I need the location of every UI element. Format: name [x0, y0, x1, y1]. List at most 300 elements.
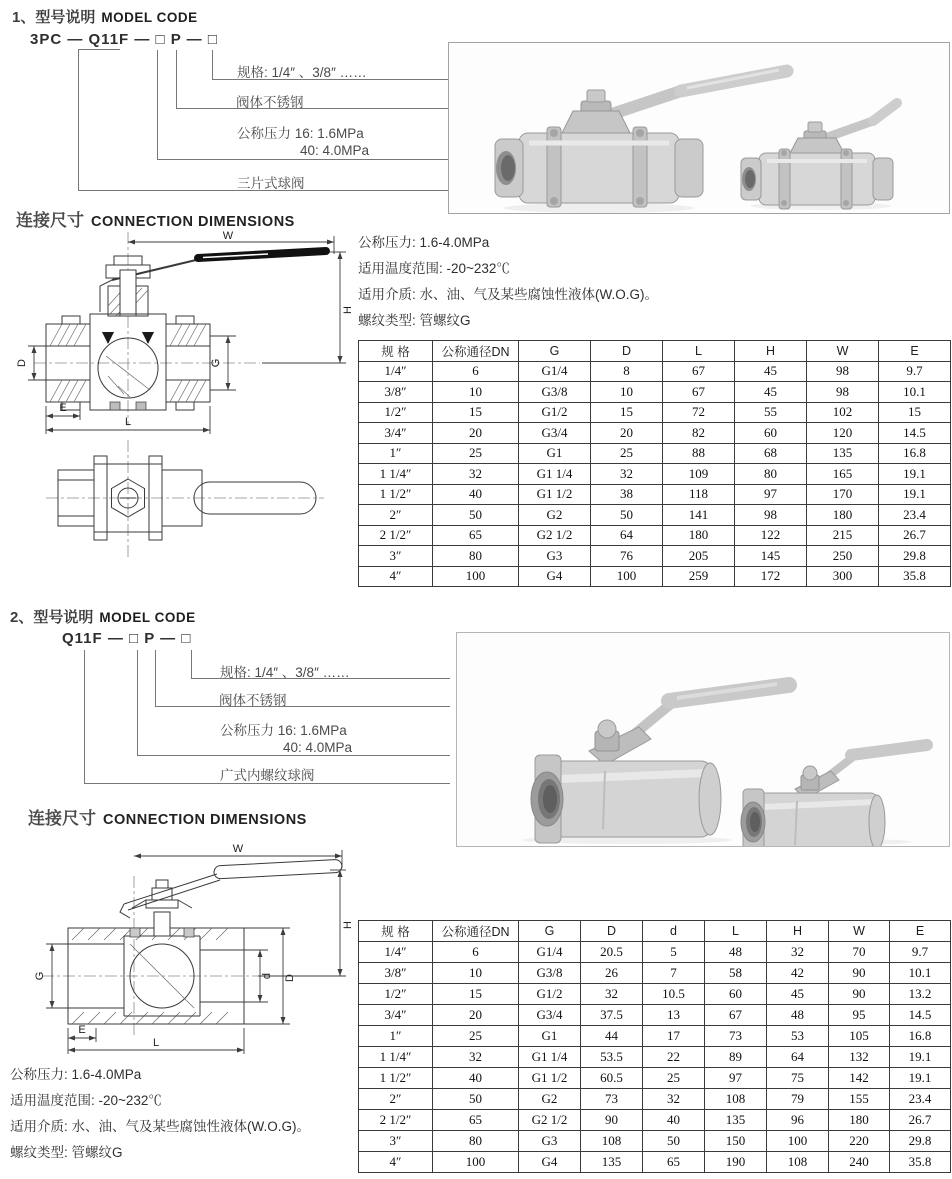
table-cell: 98 [807, 361, 879, 382]
table-cell: 98 [807, 382, 879, 403]
top-view [46, 440, 324, 558]
table-cell: 180 [829, 1110, 890, 1131]
section1-heading [12, 6, 198, 27]
table-row [359, 464, 951, 485]
table-cell: 50 [433, 1089, 519, 1110]
table-cell: 220 [829, 1131, 890, 1152]
table-cell: 132 [829, 1047, 890, 1068]
table-row [359, 942, 951, 963]
table-cell: 25 [433, 443, 519, 464]
spec-thread: 螺纹类型: 管螺纹G [358, 313, 471, 328]
column-header: W [807, 341, 879, 362]
table-cell: 73 [705, 1026, 767, 1047]
table-cell: G3/8 [519, 963, 581, 984]
table-cell: 190 [705, 1152, 767, 1173]
table-cell: 3/8″ [359, 963, 433, 984]
table-cell: 40 [433, 1068, 519, 1089]
spec-thread: 螺纹类型: 管螺纹G [10, 1145, 123, 1160]
table-cell: 3/8″ [359, 382, 433, 403]
table-cell: 1 1/4″ [359, 1047, 433, 1068]
column-header: D [581, 921, 643, 942]
product-photo-1pc [456, 632, 950, 847]
table-cell: 37.5 [581, 1005, 643, 1026]
table-cell: 165 [807, 464, 879, 485]
table-cell: 45 [735, 382, 807, 403]
technical-drawing-3pc [10, 228, 355, 563]
table-cell: G1/2 [519, 402, 591, 423]
spec-pressure: 公称压力: 1.6-4.0MPa [10, 1067, 142, 1082]
table-row [359, 402, 951, 423]
valve-small [741, 103, 897, 209]
section2-title-zh: 型号说明 [33, 609, 94, 626]
table-cell: 6 [433, 942, 519, 963]
table-row [359, 484, 951, 505]
table-cell: G1 [519, 443, 591, 464]
dim-e [68, 1024, 96, 1042]
table-cell: 88 [663, 443, 735, 464]
table-row [359, 382, 951, 403]
table-cell: 14.5 [879, 423, 951, 444]
table-cell: 32 [591, 464, 663, 485]
table-cell: G3/4 [519, 423, 591, 444]
table-cell: 16.8 [879, 443, 951, 464]
decode-pressure16-label: 公称压力 16: 1.6MPa [220, 723, 347, 738]
table-cell: 3″ [359, 1131, 433, 1152]
table-cell: G2 1/2 [519, 525, 591, 546]
table-cell: 70 [829, 942, 890, 963]
table-cell: 15 [433, 402, 519, 423]
table-cell: 1/4″ [359, 942, 433, 963]
decode-valvetype-label: 广式内螺纹球阀 [220, 768, 315, 783]
section2-index: 2、 [10, 609, 34, 626]
connection-heading-2 [28, 804, 307, 829]
table-cell: 10 [433, 963, 519, 984]
table-cell: 40 [643, 1110, 705, 1131]
shadow [504, 203, 694, 213]
table-row [359, 525, 951, 546]
dim-h [262, 252, 354, 363]
table-cell: 3/4″ [359, 423, 433, 444]
table-cell: 68 [735, 443, 807, 464]
table-cell: 108 [705, 1089, 767, 1110]
spec-block-2 [10, 1062, 310, 1166]
table-cell: 80 [433, 546, 519, 567]
table-cell: 10.5 [643, 984, 705, 1005]
table-cell: 65 [433, 1110, 519, 1131]
3pc-valve-illustration [449, 43, 949, 213]
table-cell: 20 [433, 423, 519, 444]
table-cell: 76 [591, 546, 663, 567]
table-cell: 122 [735, 525, 807, 546]
table-cell: 97 [705, 1068, 767, 1089]
table-cell: 73 [581, 1089, 643, 1110]
table-cell: 4″ [359, 566, 433, 587]
column-header: 公称通径DN [433, 341, 519, 362]
column-header: L [705, 921, 767, 942]
table-cell: 20.5 [581, 942, 643, 963]
table-row [359, 423, 951, 444]
1pc-valve-illustration [457, 633, 949, 846]
table-cell: 100 [433, 1152, 519, 1173]
table-cell: 10 [591, 382, 663, 403]
table-cell: 2″ [359, 505, 433, 526]
table-cell: 135 [581, 1152, 643, 1173]
table-cell: 67 [663, 361, 735, 382]
table-cell: 135 [705, 1110, 767, 1131]
table-row [359, 361, 951, 382]
table-cell: 32 [767, 942, 829, 963]
table-cell: 53.5 [581, 1047, 643, 1068]
table-cell: 17 [643, 1026, 705, 1047]
table-cell: G3/4 [519, 1005, 581, 1026]
table-cell: 100 [433, 566, 519, 587]
leader-line [78, 49, 79, 190]
column-header: 规 格 [359, 921, 433, 942]
table-cell: 25 [433, 1026, 519, 1047]
table-cell: 1 1/2″ [359, 484, 433, 505]
dim-label-h: H [342, 306, 354, 314]
table-cell: 32 [643, 1089, 705, 1110]
table-cell: 22 [643, 1047, 705, 1068]
table-cell: 172 [735, 566, 807, 587]
leader-line [212, 50, 213, 79]
table-cell: G3 [519, 546, 591, 567]
table-cell: 142 [829, 1068, 890, 1089]
table-cell: 1/2″ [359, 984, 433, 1005]
table-cell: 72 [663, 402, 735, 423]
table-cell: 13.2 [890, 984, 951, 1005]
dim-label-l: L [124, 416, 132, 428]
table-cell: 38 [591, 484, 663, 505]
table-cell: 23.4 [890, 1089, 951, 1110]
table-cell: 58 [705, 963, 767, 984]
table-row [359, 1047, 951, 1068]
table-cell: 141 [663, 505, 735, 526]
table-cell: 2 1/2″ [359, 1110, 433, 1131]
model-code-3pc: 3PC — Q11F — □ P — □ [30, 31, 218, 48]
table-cell: 55 [735, 402, 807, 423]
table-cell: 60.5 [581, 1068, 643, 1089]
table-cell: 35.8 [890, 1152, 951, 1173]
dimension-table-3pc [358, 340, 951, 587]
leader-line [78, 49, 120, 50]
table-cell: 1″ [359, 443, 433, 464]
table-cell: 118 [663, 484, 735, 505]
table-cell: G2 1/2 [519, 1110, 581, 1131]
table-cell: 150 [705, 1131, 767, 1152]
table-cell: 20 [591, 423, 663, 444]
table-cell: 79 [767, 1089, 829, 1110]
section2-title-en: MODEL CODE [99, 610, 196, 625]
table-header-row [359, 341, 951, 362]
table-cell: 14.5 [890, 1005, 951, 1026]
dim-label-e: E [59, 402, 67, 414]
table-cell: 20 [433, 1005, 519, 1026]
dim-label-g: G [210, 358, 222, 368]
dim-label-e: E [78, 1024, 86, 1036]
table-cell: 170 [807, 484, 879, 505]
column-header: G [519, 921, 581, 942]
leader-line [137, 650, 138, 755]
decode-valvetype-label: 三片式球阀 [237, 176, 305, 191]
column-header: L [663, 341, 735, 362]
decode-pressure16-label: 公称压力 16: 1.6MPa [237, 126, 364, 141]
table-cell: G1 [519, 1026, 581, 1047]
table-cell: 29.8 [890, 1131, 951, 1152]
table-cell: 4″ [359, 1152, 433, 1173]
leader-line [84, 650, 85, 783]
table-cell: 105 [829, 1026, 890, 1047]
table-cell: 19.1 [879, 484, 951, 505]
spec-temperature: 适用温度范围: -20~232℃ [358, 261, 510, 276]
table-cell: G4 [519, 1152, 581, 1173]
table-cell: 67 [705, 1005, 767, 1026]
connection-en: CONNECTION DIMENSIONS [91, 214, 295, 230]
table-row [359, 1026, 951, 1047]
dim-e [46, 402, 80, 420]
table-cell: G3 [519, 1131, 581, 1152]
table-row [359, 963, 951, 984]
table-cell: 80 [433, 1131, 519, 1152]
table-cell: 89 [705, 1047, 767, 1068]
dim-label-w: W [222, 230, 234, 242]
table-cell: 96 [767, 1110, 829, 1131]
decode-body-label: 阀体不锈钢 [236, 95, 304, 110]
table-cell: 180 [807, 505, 879, 526]
dimension-table-1pc [358, 920, 951, 1173]
table-cell: 82 [663, 423, 735, 444]
table-header-row [359, 921, 951, 942]
table-cell: 32 [581, 984, 643, 1005]
table-cell: 108 [581, 1131, 643, 1152]
table-cell: 5 [643, 942, 705, 963]
table-cell: 26 [581, 963, 643, 984]
table-cell: 215 [807, 525, 879, 546]
table-cell: 259 [663, 566, 735, 587]
table-cell: 64 [591, 525, 663, 546]
valve-body-section [68, 880, 244, 1024]
table-cell: 240 [829, 1152, 890, 1173]
table-cell: 2″ [359, 1089, 433, 1110]
table-cell: 90 [829, 963, 890, 984]
table-cell: 1 1/2″ [359, 1068, 433, 1089]
table-cell: 95 [829, 1005, 890, 1026]
table-cell: 60 [705, 984, 767, 1005]
leader-line [155, 650, 156, 706]
table-cell: G1 1/4 [519, 1047, 581, 1068]
table-cell: 109 [663, 464, 735, 485]
table-row [359, 1089, 951, 1110]
decode-body-label: 阀体不锈钢 [219, 693, 287, 708]
table-cell: 19.1 [879, 464, 951, 485]
table-cell: 8 [591, 361, 663, 382]
table-cell: 250 [807, 546, 879, 567]
column-header: H [767, 921, 829, 942]
table-row [359, 1005, 951, 1026]
column-header: D [591, 341, 663, 362]
dim-label-d-small: d [261, 972, 273, 980]
leader-line [191, 650, 192, 678]
section2-heading [10, 606, 196, 627]
table-cell: 180 [663, 525, 735, 546]
table-row [359, 566, 951, 587]
table-cell: 1″ [359, 1026, 433, 1047]
column-header: W [829, 921, 890, 942]
table-cell: 75 [767, 1068, 829, 1089]
table-row [359, 1152, 951, 1173]
table-cell: 42 [767, 963, 829, 984]
table-cell: 120 [807, 423, 879, 444]
table-cell: 25 [591, 443, 663, 464]
decode-pressure40-label: 40: 4.0MPa [300, 143, 370, 158]
table-cell: 50 [643, 1131, 705, 1152]
table-cell: 3″ [359, 546, 433, 567]
table-cell: 6 [433, 361, 519, 382]
decode-spec-label: 规格: 1/4″ 、3/8″ …… [237, 65, 367, 80]
table-cell: G1/2 [519, 984, 581, 1005]
table-cell: 40 [433, 484, 519, 505]
column-header: E [879, 341, 951, 362]
dim-h [258, 870, 354, 976]
model-code-1pc: Q11F — □ P — □ [62, 630, 192, 647]
table-cell: 80 [735, 464, 807, 485]
spec-block-1 [358, 230, 658, 334]
table-row [359, 443, 951, 464]
table-cell: 1/2″ [359, 402, 433, 423]
spec-pressure: 公称压力: 1.6-4.0MPa [358, 235, 490, 250]
table-row [359, 546, 951, 567]
table-row [359, 1131, 951, 1152]
table-cell: 45 [735, 361, 807, 382]
column-header: 公称通径DN [433, 921, 519, 942]
table-cell: 19.1 [890, 1068, 951, 1089]
table-cell: G4 [519, 566, 591, 587]
table-cell: 102 [807, 402, 879, 423]
leader-line [155, 706, 450, 707]
table-cell: 45 [767, 984, 829, 1005]
section1-index: 1、 [12, 9, 36, 26]
table-cell: 15 [433, 984, 519, 1005]
table-cell: 1/4″ [359, 361, 433, 382]
table-cell: 90 [829, 984, 890, 1005]
table-cell: G2 [519, 1089, 581, 1110]
table-cell: 26.7 [890, 1110, 951, 1131]
table-cell: 48 [705, 942, 767, 963]
table-row [359, 505, 951, 526]
table-row [359, 1068, 951, 1089]
table-cell: G1 1/2 [519, 1068, 581, 1089]
table-cell: G1 1/2 [519, 484, 591, 505]
table-cell: 26.7 [879, 525, 951, 546]
leader-line [157, 159, 450, 160]
leader-line [157, 50, 158, 159]
valve-small [741, 745, 927, 846]
leader-line [176, 108, 450, 109]
dim-label-d-big: D [284, 974, 296, 982]
table-cell: 135 [807, 443, 879, 464]
table-cell: G1 1/4 [519, 464, 591, 485]
table-cell: 44 [581, 1026, 643, 1047]
table-row [359, 1110, 951, 1131]
centerlines [42, 876, 322, 1038]
column-header: H [735, 341, 807, 362]
table-cell: 67 [663, 382, 735, 403]
dim-label-h: H [342, 921, 354, 929]
connection-en: CONNECTION DIMENSIONS [103, 812, 307, 828]
table-cell: 15 [591, 402, 663, 423]
dim-label-w: W [232, 843, 244, 855]
table-cell: 300 [807, 566, 879, 587]
table-cell: 145 [735, 546, 807, 567]
table-cell: 100 [767, 1131, 829, 1152]
leader-line [137, 755, 450, 756]
connection-zh: 连接尺寸 [28, 809, 96, 828]
table-cell: 16.8 [890, 1026, 951, 1047]
table-cell: 64 [767, 1047, 829, 1068]
table-cell: 50 [433, 505, 519, 526]
table-cell: 53 [767, 1026, 829, 1047]
table-cell: 100 [591, 566, 663, 587]
table-cell: 65 [433, 525, 519, 546]
table-cell: 108 [767, 1152, 829, 1173]
table-row [359, 984, 951, 1005]
table-cell: 205 [663, 546, 735, 567]
spec-media: 适用介质: 水、油、气及某些腐蚀性液体(W.O.G)。 [10, 1119, 310, 1134]
table-cell: 9.7 [890, 942, 951, 963]
decode-pressure40-label: 40: 4.0MPa [283, 740, 353, 755]
decode-spec-label: 规格: 1/4″ 、3/8″ …… [220, 665, 350, 680]
table-cell: 60 [735, 423, 807, 444]
table-cell: 19.1 [890, 1047, 951, 1068]
table-cell: 29.8 [879, 546, 951, 567]
table-cell: 98 [735, 505, 807, 526]
dim-l [68, 1028, 244, 1054]
column-header: E [890, 921, 951, 942]
table-cell: 10.1 [890, 963, 951, 984]
column-header: G [519, 341, 591, 362]
table-cell: 10.1 [879, 382, 951, 403]
column-header: d [643, 921, 705, 942]
table-cell: 48 [767, 1005, 829, 1026]
table-cell: 97 [735, 484, 807, 505]
table-cell: 9.7 [879, 361, 951, 382]
table-cell: 25 [643, 1068, 705, 1089]
table-cell: 50 [591, 505, 663, 526]
product-photo-3pc [448, 42, 950, 214]
table-cell: 7 [643, 963, 705, 984]
table-cell: 32 [433, 1047, 519, 1068]
table-cell: G1/4 [519, 942, 581, 963]
table-cell: 13 [643, 1005, 705, 1026]
table-cell: G2 [519, 505, 591, 526]
table-cell: 23.4 [879, 505, 951, 526]
table-cell: 155 [829, 1089, 890, 1110]
table-cell: 35.8 [879, 566, 951, 587]
table-cell: G3/8 [519, 382, 591, 403]
dim-label-l: L [152, 1037, 160, 1049]
table-cell: 90 [581, 1110, 643, 1131]
table-cell: 32 [433, 464, 519, 485]
spec-media: 适用介质: 水、油、气及某些腐蚀性液体(W.O.G)。 [358, 287, 658, 302]
centerlines [34, 232, 260, 426]
table-cell: G1/4 [519, 361, 591, 382]
dim-label-d: D [16, 359, 28, 367]
technical-drawing-1pc [12, 840, 357, 1058]
spec-temperature: 适用温度范围: -20~232℃ [10, 1093, 162, 1108]
leader-line [176, 50, 177, 108]
connection-zh: 连接尺寸 [16, 211, 84, 230]
table-cell: 15 [879, 402, 951, 423]
